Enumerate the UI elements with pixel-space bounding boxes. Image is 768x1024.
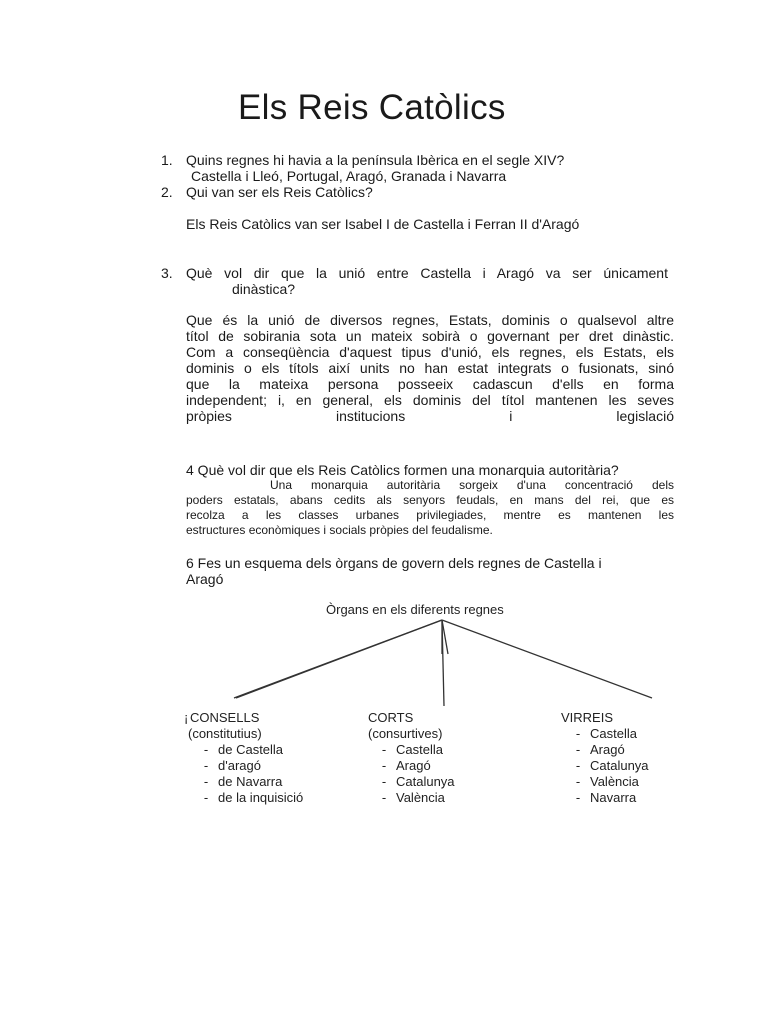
list-item [566, 726, 649, 742]
list-item-label: Catalunya [396, 774, 455, 789]
bullet: - [381, 790, 387, 805]
q1-answer: Castella i Lleó, Portugal, Aragó, Granada i Navarra [191, 168, 507, 184]
virreis-title: VIRREIS [561, 710, 614, 725]
q2-answer: Els Reis Catòlics van ser Isabel I de Castella i Ferran II d'Aragó [186, 216, 580, 232]
list-item-label: València [590, 774, 639, 789]
q3-answer [186, 312, 674, 424]
list-item [194, 790, 303, 806]
list-item [194, 758, 303, 774]
q3-number: 3. [161, 265, 173, 281]
q4-answer-line: estructures econòmiques i socials pròpies del feudalisme. [186, 523, 493, 537]
list-item [372, 790, 455, 806]
bullet: - [381, 774, 387, 789]
bullet: - [203, 790, 209, 805]
bullet: - [575, 726, 581, 741]
q4-answer-line: Una monarquia autoritària sorgeix d'una concentració dels [270, 478, 674, 492]
q6-question-line2: Aragó [186, 571, 224, 587]
bullet: - [203, 758, 209, 773]
bullet: - [575, 790, 581, 805]
bullet: - [575, 742, 581, 757]
bullet: - [381, 742, 387, 757]
corts-subtitle: (consurtives) [368, 726, 443, 741]
q3-answer-line: Que és la unió de diversos regnes, Estats, dominis o qualsevol altre [186, 312, 674, 328]
list-item-label: Aragó [396, 758, 431, 773]
corts-title: CORTS [368, 710, 414, 725]
list-item [566, 790, 649, 806]
corts-list [372, 742, 455, 806]
consells-title: CONSELLS [190, 710, 260, 725]
q3-answer-line: títol de sobirania sota un mateix sobirà o governant per dret dinàstic. [186, 328, 674, 344]
page-title: Els Reis Catòlics [238, 88, 506, 127]
list-item-label: de Navarra [218, 774, 283, 789]
q3-answer-line: Com a conseqüència d'aquest tipus d'unió, els regnes, els Estats, els [186, 344, 674, 360]
list-item-label: Aragó [590, 742, 625, 757]
connector-line [442, 620, 652, 698]
bullet: - [381, 758, 387, 773]
list-item [372, 742, 455, 758]
q2-question: Qui van ser els Reis Catòlics? [186, 184, 373, 200]
list-item [566, 774, 649, 790]
list-item [194, 742, 303, 758]
q3-answer-line: pròpies institucions i legislació [186, 408, 674, 424]
q4-question: 4 Què vol dir que els Reis Catòlics formen una monarquia autoritària? [186, 462, 619, 478]
connector-line [236, 620, 442, 698]
q4-answer [186, 478, 674, 538]
list-item [566, 758, 649, 774]
q3-answer-line: independent; i, en general, els dominis del títol mantenen les seves [186, 392, 674, 408]
q4-answer-line: recolza a les classes urbanes privilegiades, mentre es mantenen les [186, 508, 674, 522]
list-item-label: de Castella [218, 742, 284, 757]
q1-question: Quins regnes hi havia a la península Ibèrica en el segle XIV? [186, 152, 565, 168]
bullet: - [575, 774, 581, 789]
q2-number: 2. [161, 184, 173, 200]
q3-question-line2: dinàstica? [232, 281, 296, 297]
list-item-label: d'aragó [218, 758, 261, 773]
q1-number: 1. [161, 152, 173, 168]
q6-question-line1: 6 Fes un esquema dels òrgans de govern dels regnes de Castella i [186, 555, 602, 571]
list-item-label: Castella [590, 726, 637, 741]
list-item [194, 774, 303, 790]
organs-diagram [180, 598, 670, 813]
list-item [372, 774, 455, 790]
list-item-label: València [396, 790, 445, 805]
consells-list [194, 742, 303, 806]
q4-answer-line: poders estatals, abans cedits als senyors feudals, en mans del rei, que es [186, 493, 674, 507]
list-item [372, 758, 455, 774]
list-item [566, 742, 649, 758]
list-item-label: Navarra [590, 790, 637, 805]
list-item-label: Catalunya [590, 758, 649, 773]
list-item-label: Castella [396, 742, 443, 757]
consells-mark: ¡ [184, 710, 189, 725]
q3-answer-line: que la mateixa persona posseeix cadascun d'ells en forma [186, 376, 674, 392]
list-item-label: de la inquisició [218, 790, 304, 805]
bullet: - [203, 742, 209, 757]
consells-subtitle: (constitutius) [188, 726, 262, 741]
bullet: - [203, 774, 209, 789]
q3-question-line1: Què vol dir que la unió entre Castella i Aragó va ser únicament [186, 265, 668, 281]
virreis-list [566, 726, 649, 806]
bullet: - [575, 758, 581, 773]
diagram-root-label: Òrgans en els diferents regnes [326, 602, 504, 617]
q3-answer-line: dominis o els títols així units no han estat integrats o fusionats, sinó [186, 360, 674, 376]
